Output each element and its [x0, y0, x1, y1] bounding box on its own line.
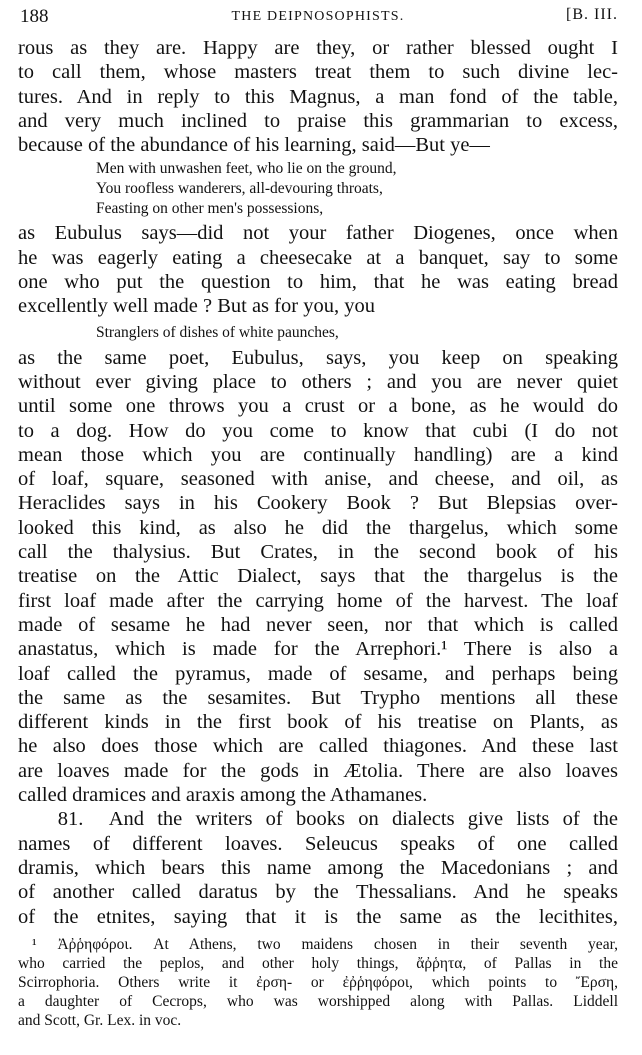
verse-quote-2	[18, 323, 618, 343]
verse-line: Stranglers of dishes of white paunches,	[96, 323, 339, 341]
text-line: of the etnites, saying that it is the same as the lecithites,	[18, 905, 618, 928]
text-line: rous as they are. Happy are they, or rather blessed ought I	[18, 37, 618, 59]
text-line: as the same poet, Eubulus, says, you keep on speaking	[18, 346, 618, 369]
footnote-line: a daughter of Cecrops, who was worshipped along with Pallas. Liddell	[18, 992, 618, 1010]
verse-quote-1	[18, 159, 618, 219]
text-line: without ever giving place to others ; and you are never quiet	[18, 370, 618, 393]
page-header	[18, 6, 618, 36]
text-line: because of the abundance of his learning, said—But ye—	[18, 134, 490, 157]
text-line: looked this kind, as also he did the thargelus, which some	[18, 516, 618, 539]
text-line: of loaf, square, seasoned with anise, and cheese, and oil, as	[18, 468, 618, 491]
text-line: made of sesame he had never seen, nor that which is called	[18, 613, 618, 636]
text-line: treatise on the Attic Dialect, says that the thargelus is the	[18, 565, 618, 588]
text-line: call the thalysius. But Crates, in the second book of his	[18, 541, 618, 564]
text-line: anastatus, which is made for the Arrephori.¹ There is also a	[18, 638, 618, 661]
footnote-line: who carried the peplos, and other holy things, ἄῤῥητα, of Pallas in the	[18, 954, 618, 972]
text-line: are loaves made for the gods in Ætolia. There are also loaves	[18, 759, 618, 782]
verse-line: Men with unwashen feet, who lie on the ground,	[96, 160, 397, 178]
book-marker: [B. III.	[566, 6, 618, 23]
text-line: loaf called the pyramus, made of sesame, and perhaps being	[18, 662, 618, 685]
page-number: 188	[20, 6, 49, 27]
text-line: names of different loaves. Seleucus speaks of one called	[18, 832, 618, 855]
text-line: dramis, which bears this name among the Macedonians ; and	[18, 856, 618, 879]
text-line: tures. And in reply to this Magnus, a man fond of the table,	[18, 85, 618, 108]
verse-line: You roofless wanderers, all-devouring throats,	[96, 180, 383, 198]
text-line: to a dog. How do you come to know that cubi (I do not	[18, 419, 618, 442]
text-line: mean those which you are continually handling) are a kind	[18, 443, 618, 466]
paragraph-4	[18, 807, 618, 928]
text-line: until some one throws you a crust or a bone, as he would do	[18, 395, 618, 418]
text-line: Heraclides says in his Cookery Book ? But Blepsias over-	[18, 492, 618, 515]
text-line: to call them, whose masters treat them to such divine lec-	[18, 61, 618, 84]
text-line: first loaf made after the carrying home of the harvest. The loaf	[18, 589, 618, 612]
text-line: and very much inclined to praise this grammarian to excess,	[18, 109, 618, 132]
book-page	[18, 6, 618, 1030]
footnote-line: and Scott, Gr. Lex. in voc.	[18, 1011, 182, 1029]
paragraph-2	[18, 221, 618, 318]
text-line: he was eagerly eating a cheesecake at a banquet, say to some	[18, 246, 618, 269]
text-line: excellently well made ? But as for you, you	[18, 295, 375, 318]
footnote-line: ¹ Ἀῤῥηφόροι. At Athens, two maidens chosen in their seventh year,	[32, 935, 618, 953]
text-line: called dramices and araxis among the Athamanes.	[18, 784, 428, 807]
verse-line: Feasting on other men's possessions,	[96, 200, 324, 218]
paragraph-1	[18, 36, 618, 157]
text-line: the same as the sesamites. But Trypho mentions all these	[18, 686, 618, 709]
text-line: 81. And the writers of books on dialects give lists of the	[18, 808, 618, 831]
text-line: different kinds in the first book of his treatise on Plants, as	[18, 711, 618, 734]
text-line: as Eubulus says—did not your father Diogenes, once when	[18, 222, 618, 245]
footnote-line: Scirrophoria. Others write it ἐρση- or ἐῤῥηφόροι, which points to Ἔρση,	[18, 973, 618, 991]
paragraph-3	[18, 346, 618, 808]
text-line: of another called daratus by the Thessalians. And he speaks	[18, 881, 618, 904]
text-line: he also does those which are called thiagones. And these last	[18, 735, 618, 758]
text-line: one who put the question to him, that he was eating bread	[18, 271, 618, 294]
footnote	[18, 935, 618, 1030]
running-title: THE DEIPNOSOPHISTS.	[231, 9, 405, 24]
